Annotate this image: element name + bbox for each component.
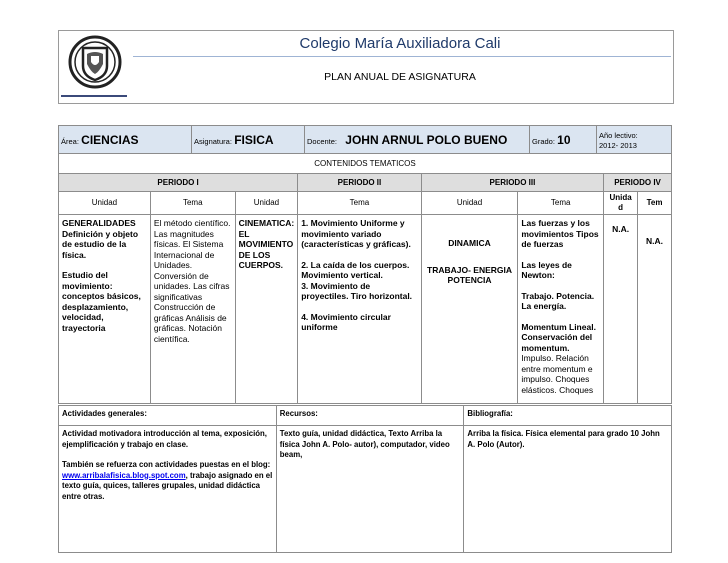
p3-unidad-1: DINAMICA — [448, 238, 491, 248]
p3-tema-4: Momentum Lineal. Conservación del momentum. — [521, 321, 596, 353]
p4-unidad: N.A. — [612, 224, 630, 234]
teacher-value: JOHN ARNUL POLO BUENO — [345, 133, 508, 147]
biblio-cell — [464, 426, 672, 553]
period-4-header: PERIODO IV — [604, 174, 672, 192]
p2-unidad: CINEMATICA: EL MOVIMIENTO DE LOS CUERPOS. — [238, 218, 295, 270]
blog-link[interactable]: www.arribalafisica.blog.spot.com — [62, 470, 186, 480]
actividades-text-1: Actividad motivadora introducción al tema, exposición, ejemplificación y trabajo en clase. — [62, 429, 267, 449]
teacher-cell — [305, 126, 530, 157]
area-label: Área: — [61, 137, 79, 146]
actividades-pre: También se refuerza con actividades puestas en el blog: — [62, 460, 271, 469]
biblio-text: Arriba la física. Física elemental para grado 10 John A. Polo (Autor). — [467, 429, 660, 449]
p3-tema-cell — [518, 215, 604, 404]
subject-label: Asignatura: — [194, 137, 232, 146]
p1-unidad-2: Estudio del movimiento: conceptos básicos, desplazamiento, velocidad, trayectoria — [62, 270, 141, 333]
p1-unidad-cell — [59, 215, 151, 404]
p3-tema-3: Trabajo. Potencia. La energía. — [521, 290, 595, 311]
period-2-header: PERIODO II — [298, 174, 422, 192]
col-p1-tema: Tema — [150, 192, 235, 215]
school-crest-icon — [61, 32, 129, 98]
year-value: 2012- 2013 — [599, 141, 637, 150]
grade-cell — [530, 126, 597, 157]
recursos-label: Recursos: — [276, 406, 464, 426]
recursos-text: Texto guía, unidad didáctica, Texto Arriba la física John A. Polo- autor), computador, video beam, — [279, 429, 450, 459]
p3-tema-5: Impulso. Relación entre momentum e impulso. Choques elásticos. Choques — [521, 353, 594, 395]
p1-unidad-1: GENERALIDADES Definición y objeto de estudio de la física. — [62, 218, 139, 260]
p3-tema-1: Las fuerzas y los movimientos Tipos de fuerzas — [521, 218, 599, 249]
p1-tema-cell — [150, 215, 235, 404]
p2-tema-3: 3. Movimiento de proyectiles. Tiro horizontal. — [301, 280, 413, 301]
plan-title: PLAN ANUAL DE ASIGNATURA — [324, 71, 476, 83]
subject-value: FISICA — [234, 133, 274, 147]
year-cell — [597, 126, 672, 157]
logo-underline — [61, 95, 127, 97]
col-p3-unidad: Unidad — [421, 192, 518, 215]
actividades-post: , trabajo asignado en el texto guía, quices, talleres grupales, unidad didáctica entre otras. — [62, 470, 273, 501]
p1-tema: El método científico. Las magnitudes físicas. El Sistema Internacional de Unidades. Conversión de unidades. Las cifras significativas Construcción de gráficas Análisis de gráficas. Notación científica. — [153, 218, 231, 344]
teacher-label: Docente: — [307, 137, 338, 146]
school-rule — [133, 56, 671, 57]
content-table — [58, 153, 672, 404]
year-label: Año lectivo: — [599, 131, 638, 140]
p3-unidad-cell — [421, 215, 518, 404]
actividades-label: Actividades generales: — [59, 406, 277, 426]
p2-tema-1: 1. Movimiento Uniforme y movimiento variado (características y gráficas). — [301, 218, 411, 249]
period-3-header: PERIODO III — [421, 174, 603, 192]
col-p4-tema: Tem — [638, 192, 672, 215]
p3-unidad-2: TRABAJO- ENERGIA POTENCIA — [427, 264, 513, 285]
grade-label: Grado: — [532, 137, 555, 146]
subject-cell — [192, 126, 305, 157]
content-title: CONTENIDOS TEMATICOS — [59, 154, 672, 174]
p2-unidad-cell — [235, 215, 298, 404]
p2-tema-cell — [298, 215, 422, 404]
grade-value: 10 — [557, 133, 571, 147]
col-p2-tema: Tema — [298, 192, 422, 215]
p2-tema-2: 2. La caída de los cuerpos. Movimiento vertical. — [301, 259, 410, 280]
bottom-table — [58, 405, 672, 553]
p4-tema: N.A. — [646, 236, 664, 246]
area-cell — [59, 126, 192, 157]
biblio-label: Bibliografía: — [464, 406, 672, 426]
col-p2-unidad: Unidad — [235, 192, 298, 215]
period-1-header: PERIODO I — [59, 174, 298, 192]
area-value: CIENCIAS — [81, 133, 139, 147]
col-p4-unidad: Unida d — [604, 192, 638, 215]
col-p3-tema: Tema — [518, 192, 604, 215]
recursos-cell — [276, 426, 464, 553]
p4-tema-cell — [638, 215, 672, 404]
school-name: Colegio María Auxiliadora Cali — [299, 35, 501, 52]
p2-tema-4: 4. Movimiento circular uniforme — [301, 311, 391, 332]
p4-unidad-cell — [604, 215, 638, 404]
col-p1-unidad: Unidad — [59, 192, 151, 215]
p3-tema-2: Las leyes de Newton: — [521, 259, 572, 280]
actividades-cell — [59, 426, 277, 553]
actividades-text-2 — [62, 460, 273, 502]
